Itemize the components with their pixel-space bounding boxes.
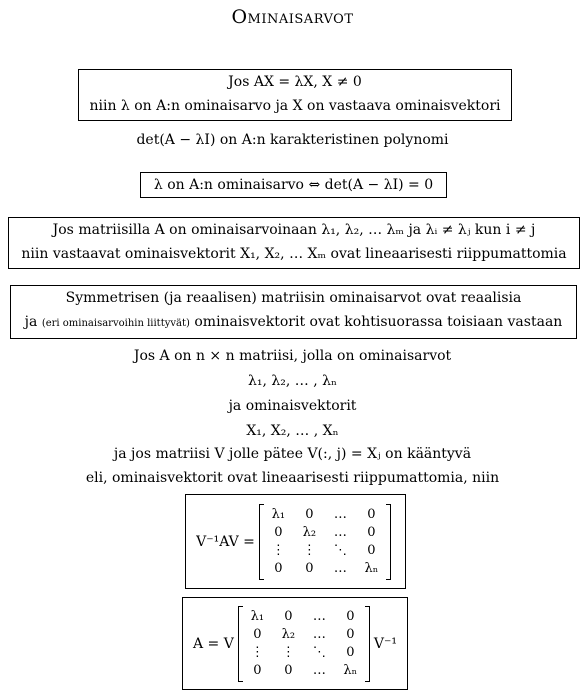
para-line-3: ja ominaisvektorit — [228, 398, 357, 414]
para-line-5: ja jos matriisi V jolle pätee V(:, j) = Xⱼ on kääntyvä — [113, 446, 472, 462]
matrix-cell: ⋮ — [302, 542, 316, 558]
reconstruction-equation-box — [182, 597, 408, 690]
symmetric-line-2-start: ja — [24, 314, 38, 330]
matrix-cell: λₙ — [343, 662, 358, 678]
matrix-cell: 0 — [305, 506, 314, 522]
symmetric-line-2-note: (eri ominaisarvoihin liittyvät) — [41, 318, 190, 329]
para-line-1: Jos A on n × n matriisi, jolla on ominaisarvot — [133, 348, 452, 364]
matrix-cell: 0 — [274, 524, 283, 540]
eigenvalue-condition-box: λ on A:n ominaisarvo ⇔ det(A − λI) = 0 — [140, 172, 447, 198]
matrix-cell: 0 — [367, 542, 376, 558]
matrix-cell: ⋱ — [312, 644, 326, 660]
symmetric-line-1: Symmetrisen (ja reaalisen) matriisin ominaisarvot ovat reaalisia — [65, 290, 522, 306]
matrix-cell: λ₁ — [271, 506, 286, 522]
matrix-cell: 0 — [346, 644, 355, 660]
independence-line-2: niin vastaavat ominaisvektorit X₁, X₂, … Xₘ ovat lineaarisesti riippumattomia — [21, 246, 567, 262]
matrix-cell: 0 — [305, 560, 314, 576]
symmetric-line-2 — [11, 310, 576, 336]
matrix-cell: 0 — [274, 560, 283, 576]
matrix-cell: λ₂ — [281, 626, 296, 642]
para-line-2: λ₁, λ₂, … , λₙ — [247, 373, 338, 389]
diagonal-matrix — [259, 504, 391, 580]
matrix-cell: 0 — [253, 626, 262, 642]
matrix-cell: ⋮ — [250, 644, 264, 660]
characteristic-polynomial-text: det(A − λI) on A:n karakteristinen polynomi — [136, 132, 449, 148]
symmetric-box — [10, 285, 577, 339]
matrix-cell: 0 — [284, 608, 293, 624]
matrix-cell: 0 — [346, 608, 355, 624]
matrix-cell: 0 — [367, 506, 376, 522]
para-line-6: eli, ominaisvektorit ovat lineaarisesti riippumattomia, niin — [85, 470, 500, 486]
definition-box — [78, 69, 512, 121]
diagonalization-equation-box — [185, 494, 406, 589]
matrix-cell: … — [333, 506, 347, 522]
page-title: Ominaisarvot — [231, 6, 354, 28]
equation-lhs: V⁻¹AV = — [196, 533, 255, 550]
matrix-cell: … — [312, 662, 326, 678]
definition-line-2: niin λ on A:n ominaisarvo ja X on vastaava ominaisvektori — [89, 98, 501, 114]
matrix-cell: … — [312, 626, 326, 642]
symmetric-line-2-end: ominaisvektorit ovat kohtisuorassa toisiaan vastaan — [194, 314, 563, 330]
definition-line-1: Jos AX = λX, X ≠ 0 — [228, 74, 362, 90]
para-line-4: X₁, X₂, … , Xₙ — [246, 423, 339, 439]
matrix-cell: … — [312, 608, 326, 624]
matrix-cell: 0 — [367, 524, 376, 540]
matrix-cell: ⋮ — [281, 644, 295, 660]
matrix-cell: 0 — [284, 662, 293, 678]
matrix-cell: λ₁ — [250, 608, 265, 624]
matrix-cell: λₙ — [364, 560, 379, 576]
equation-rhs: V⁻¹ — [373, 635, 397, 652]
matrix-cell: λ₂ — [302, 524, 317, 540]
matrix-cell: 0 — [346, 626, 355, 642]
matrix-cell: … — [333, 560, 347, 576]
matrix-cell: ⋮ — [271, 542, 285, 558]
matrix-cell: 0 — [253, 662, 262, 678]
independence-box — [8, 217, 580, 269]
diagonal-matrix — [238, 606, 370, 682]
equation-lhs: A = V — [193, 635, 234, 652]
matrix-cell: ⋱ — [333, 542, 347, 558]
independence-line-1: Jos matriisilla A on ominaisarvoinaan λ₁, λ₂, … λₘ ja λᵢ ≠ λⱼ kun i ≠ j — [52, 222, 536, 238]
matrix-cell: … — [333, 524, 347, 540]
